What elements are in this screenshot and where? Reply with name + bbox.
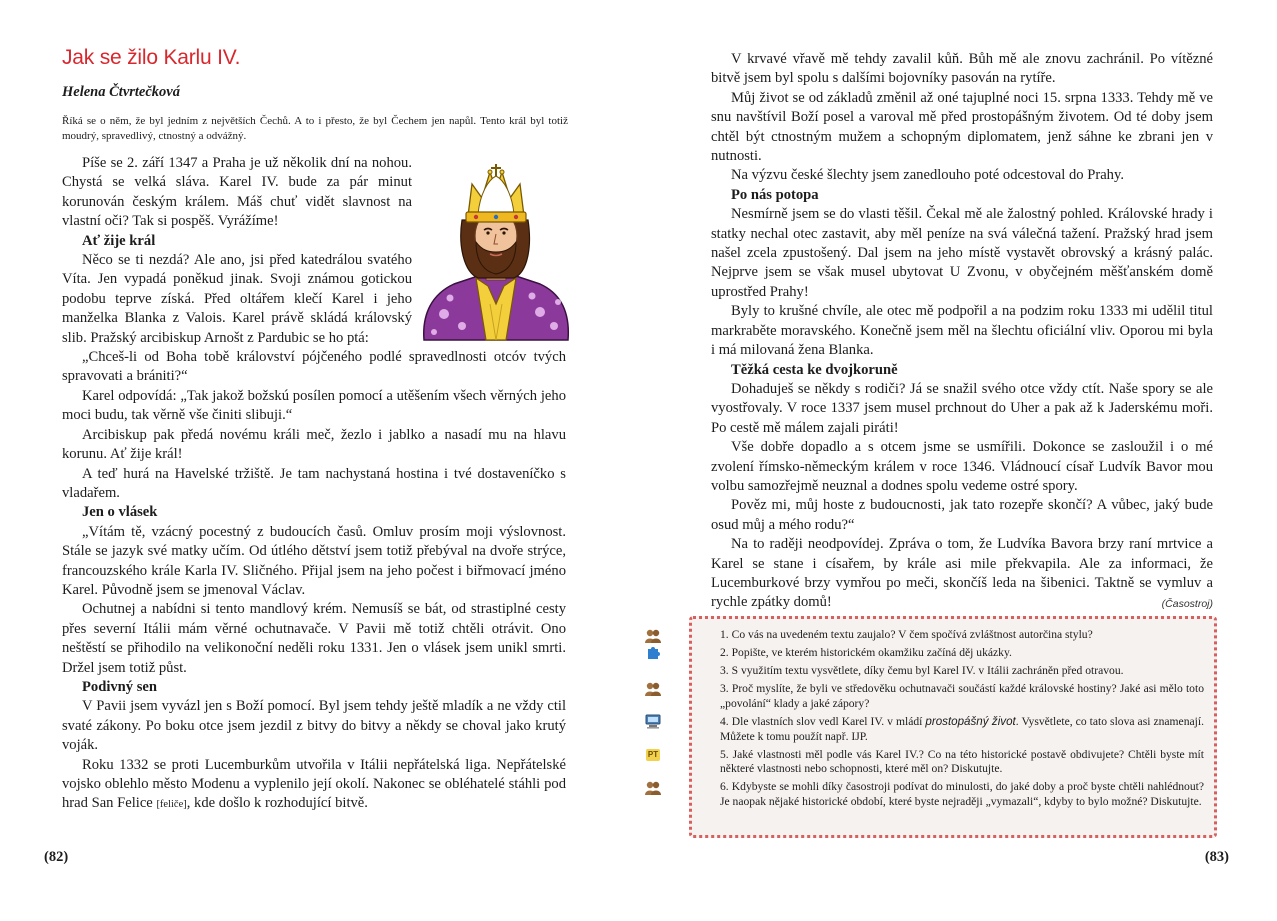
question-item: 2. Popište, ve kterém historickém okamžiku začíná děj ukázky. [720, 646, 1204, 661]
question-item: 6. Kdybyste se mohli díky časostroji podívat do minulosti, do jaké doby a proč byste chtěli nahlédnout? Je naopak nějaké historické období, které byste nejraději „vymazali“, kdyby to bylo možné? Diskutujte. [720, 780, 1204, 810]
paragraph: Můj život se od základů změnil až oné tajuplné noci 15. srpna 1333. Tehdy mě ve snu navštívil Boží posel a varoval mě před prostopášným životem. Od té doby jsem chtěl být ctnostným mužem a schopným diplomatem, jenž sáhne ke zbrani jen v nutnosti. [711, 89, 1213, 165]
intro-paragraph: Píše se 2. září 1347 a Praha je už několik dní na nohou. Chystá se velká sláva. Karel IV. bude za pár minut korunován českým králem. Máš chuť vidět slavnost na vlastní oči? Tak si pospěš. Vyrážíme! [62, 155, 412, 230]
paragraph: A teď hurá na Havelské tržiště. Je tam nachystaná hostina i tvé dostaveníčko s vladařem. [62, 465, 566, 501]
pt-badge-icon: PT [647, 749, 659, 759]
page-number-left: (82) [44, 849, 69, 865]
left-page [0, 0, 638, 921]
article-author: Helena Čtvrtečková [62, 84, 180, 100]
left-text-column [62, 154, 566, 815]
paragraph: Arcibiskup pak předá novému králi meč, žezlo i jablko a nasadí mu na hlavu korunu. Ať žije král! [62, 426, 566, 463]
paragraph: Nesmírně jsem se do vlasti těšil. Čekal mě ale žalostný pohled. Královské hrady i statky nechal otec zastavit, aby měl peníze na svá válečná tažení. Pražský hrad jsem našel zcela zpustošený. Dal jsem na jeho místě vystavět obrovský a krásný palác. Nejprve jsem se však musel ubytovat U Zvonu, v obyčejném měšťanském domě uprostřed Prahy! [711, 206, 1213, 300]
article-title: Jak se žilo Karlu IV. [62, 46, 241, 69]
question-item: 3. S využitím textu vysvětlete, díky čemu byl Karel IV. v Itálii zachráněn před otravou. [720, 663, 1124, 677]
puzzle-icon [644, 645, 662, 661]
page-number-right: (83) [1204, 849, 1229, 865]
discussion-icon [644, 779, 662, 795]
discussion-icon [644, 627, 662, 643]
right-text-column [711, 50, 1213, 613]
source-note: (Časostroj) [1161, 598, 1213, 610]
paragraph: Pověz mi, můj hoste z budoucnosti, jak tato rozepře skončí? A vůbec, jaký bude osud můj a mého rodu?“ [711, 497, 1213, 533]
right-page [639, 0, 1277, 921]
discussion-icon [644, 681, 662, 697]
paragraph: Něco se ti nezdá? Ale ano, jsi před katedrálou svatého Víta. Jen vypadá poněkud jinak. Svoji známou gotickou podobu teprve získá. Před oltářem klečí Karel i jeho manželka Blanka z Valois. Karel právě skládá královský slib. Pražský arcibiskup Arnošt z Pardubic se ho ptá: [62, 252, 412, 346]
question-item: 3. Proč myslíte, že byli ve středověku ochutnavači součástí každé královské hostiny? Jaké asi mělo toto „povolání“ klady a jaké zápory? [720, 682, 1204, 712]
paragraph: Na to raději neodpovídej. Zpráva o tom, že Ludvíka Bavora brzy raní mrtvice a Karel se stane i císařem, by krále asi mile překvapila. Ale za informaci, že Lucemburkové brzy vymřou po meči, skončíš leda na šibenici. Taktně se vymluv a rychle zpátky domů! [711, 536, 1213, 611]
paragraph: Dohaduješ se někdy s rodiči? Já se snažil svého otce vždy ctít. Naše spory se ale vyostřovaly. V roce 1337 jsem musel prchnout do Uher a pak až k Jaderskému moři. Po cestě mě málem zajali piráti! [711, 380, 1213, 436]
heading-po-nas-potopa: Po nás potopa [731, 186, 819, 203]
heading-at-zije-kral: Ať žije král [82, 232, 156, 249]
paragraph: Ochutnej a nabídni si tento mandlový krém. Nemusíš se bát, od strastiplné cesty přes severní Itálii mám věrné ochutnavače. V Pavii mě totiž chtěli otrávit. Ono neštěstí se přihodilo na velikonoční neděli roku 1331. Jen o vlásek jsem unikl smrti. Držel jsem totiž půst. [62, 601, 566, 676]
computer-icon [644, 714, 662, 730]
pronunciation-note: [feliče] [156, 799, 187, 811]
paragraph: Byly to krušné chvíle, ale otec mě podpořil a na podzim roku 1333 mi udělil titul markraběte moravského. Konečně jsem měl na šlechtu oficiální vliv. Oporou mi byla i má milovaná žena Blanka. [711, 303, 1213, 359]
article-perex: Říká se o něm, že byl jedním z největších Čechů. A to i přesto, že byl Čechem jen napůl. Tento král byl totiž moudrý, spravedlivý, ctnostný a odvážný. [62, 115, 568, 142]
charles-iv-portrait [420, 154, 572, 342]
question-item: 4. Dle vlastních slov vedl Karel IV. v mládí prostopášný život. Vysvětlete, co tato slova asi znamenají. Můžete k tomu použít např. IJP. [720, 715, 1204, 745]
paragraph: „Vítám tě, vzácný pocestný z budoucích časů. Omluv prosím moji výslovnost. Stále se jazyk své matky učím. Od útlého dětství jsem totiž přebýval na dvoře strýce, francouzského krále Karla IV. Sličného. Přijal jsem na jeho počest i biřmovací jméno Karel. Původně jsem se jmenoval Václav. [62, 523, 566, 598]
question-item: 1. Co vás na uvedeném textu zaujalo? V čem spočívá zvláštnost autorčina stylu? [720, 628, 1204, 643]
heading-tezka-cesta: Těžká cesta ke dvojkoruně [731, 361, 898, 378]
paragraph: V krvavé vřavě mě tehdy zavalil kůň. Bůh mě ale znovu zachránil. Po vítězné bitvě jsem byl spolu s dalšími bojovníky pasován na rytíře. [711, 51, 1213, 87]
paragraph: „Chceš-li od Boha tobě království pójčeného podlé spravedlnosti otcóv tvých spravovati a brániti?“ [62, 349, 566, 385]
heading-jen-o-vlasek: Jen o vlásek [82, 504, 158, 521]
paragraph: V Pavii jsem vyvázl jen s Boží pomocí. Byl jsem tehdy ještě mladík a ne vždy ctil svaté zákony. Po boku otce jsem jezdil z bitvy do bitvy a někdy se choval jako krutý voják. [62, 698, 566, 754]
paragraph: Karel odpovídá: „Tak jakož božskú posílen pomocí a utěšením všech věrných jeho moci budu, tak věrně vše činiti slibuji.“ [62, 387, 566, 424]
paragraph: Vše dobře dopadlo a s otcem jsme se usmířili. Dokonce se zasloužil i o mé zvolení římsko-německým králem v roce 1346. Vládnoucí císař Ludvík Bavor mou volbu samozřejmě neuznal a dodnes spolu vedeme ostré spory. [711, 439, 1213, 494]
question-item: PT 5. Jaké vlastnosti měl podle vás Karel IV.? Co na této historické postavě obdivujete? Chtěli byste mít některé vlastnosti nebo schopnosti, které měl on? Diskutujte. [720, 748, 1204, 778]
paragraph: Roku 1332 se proti Lucemburkům utvořila v Itálii nepřátelská liga. Nepřátelské vojsko oblehlo město Modenu a vyplenilo její okolí. Nakonec se obléhatelé stáhli pod hrad San Felice [feliče], kde došlo k rozhodující bitvě. [62, 756, 566, 812]
heading-podivny-sen: Podivný sen [82, 678, 158, 695]
paragraph: Na výzvu české šlechty jsem zanedlouho poté odcestoval do Prahy. [731, 167, 1124, 184]
questions-box [647, 616, 1217, 838]
